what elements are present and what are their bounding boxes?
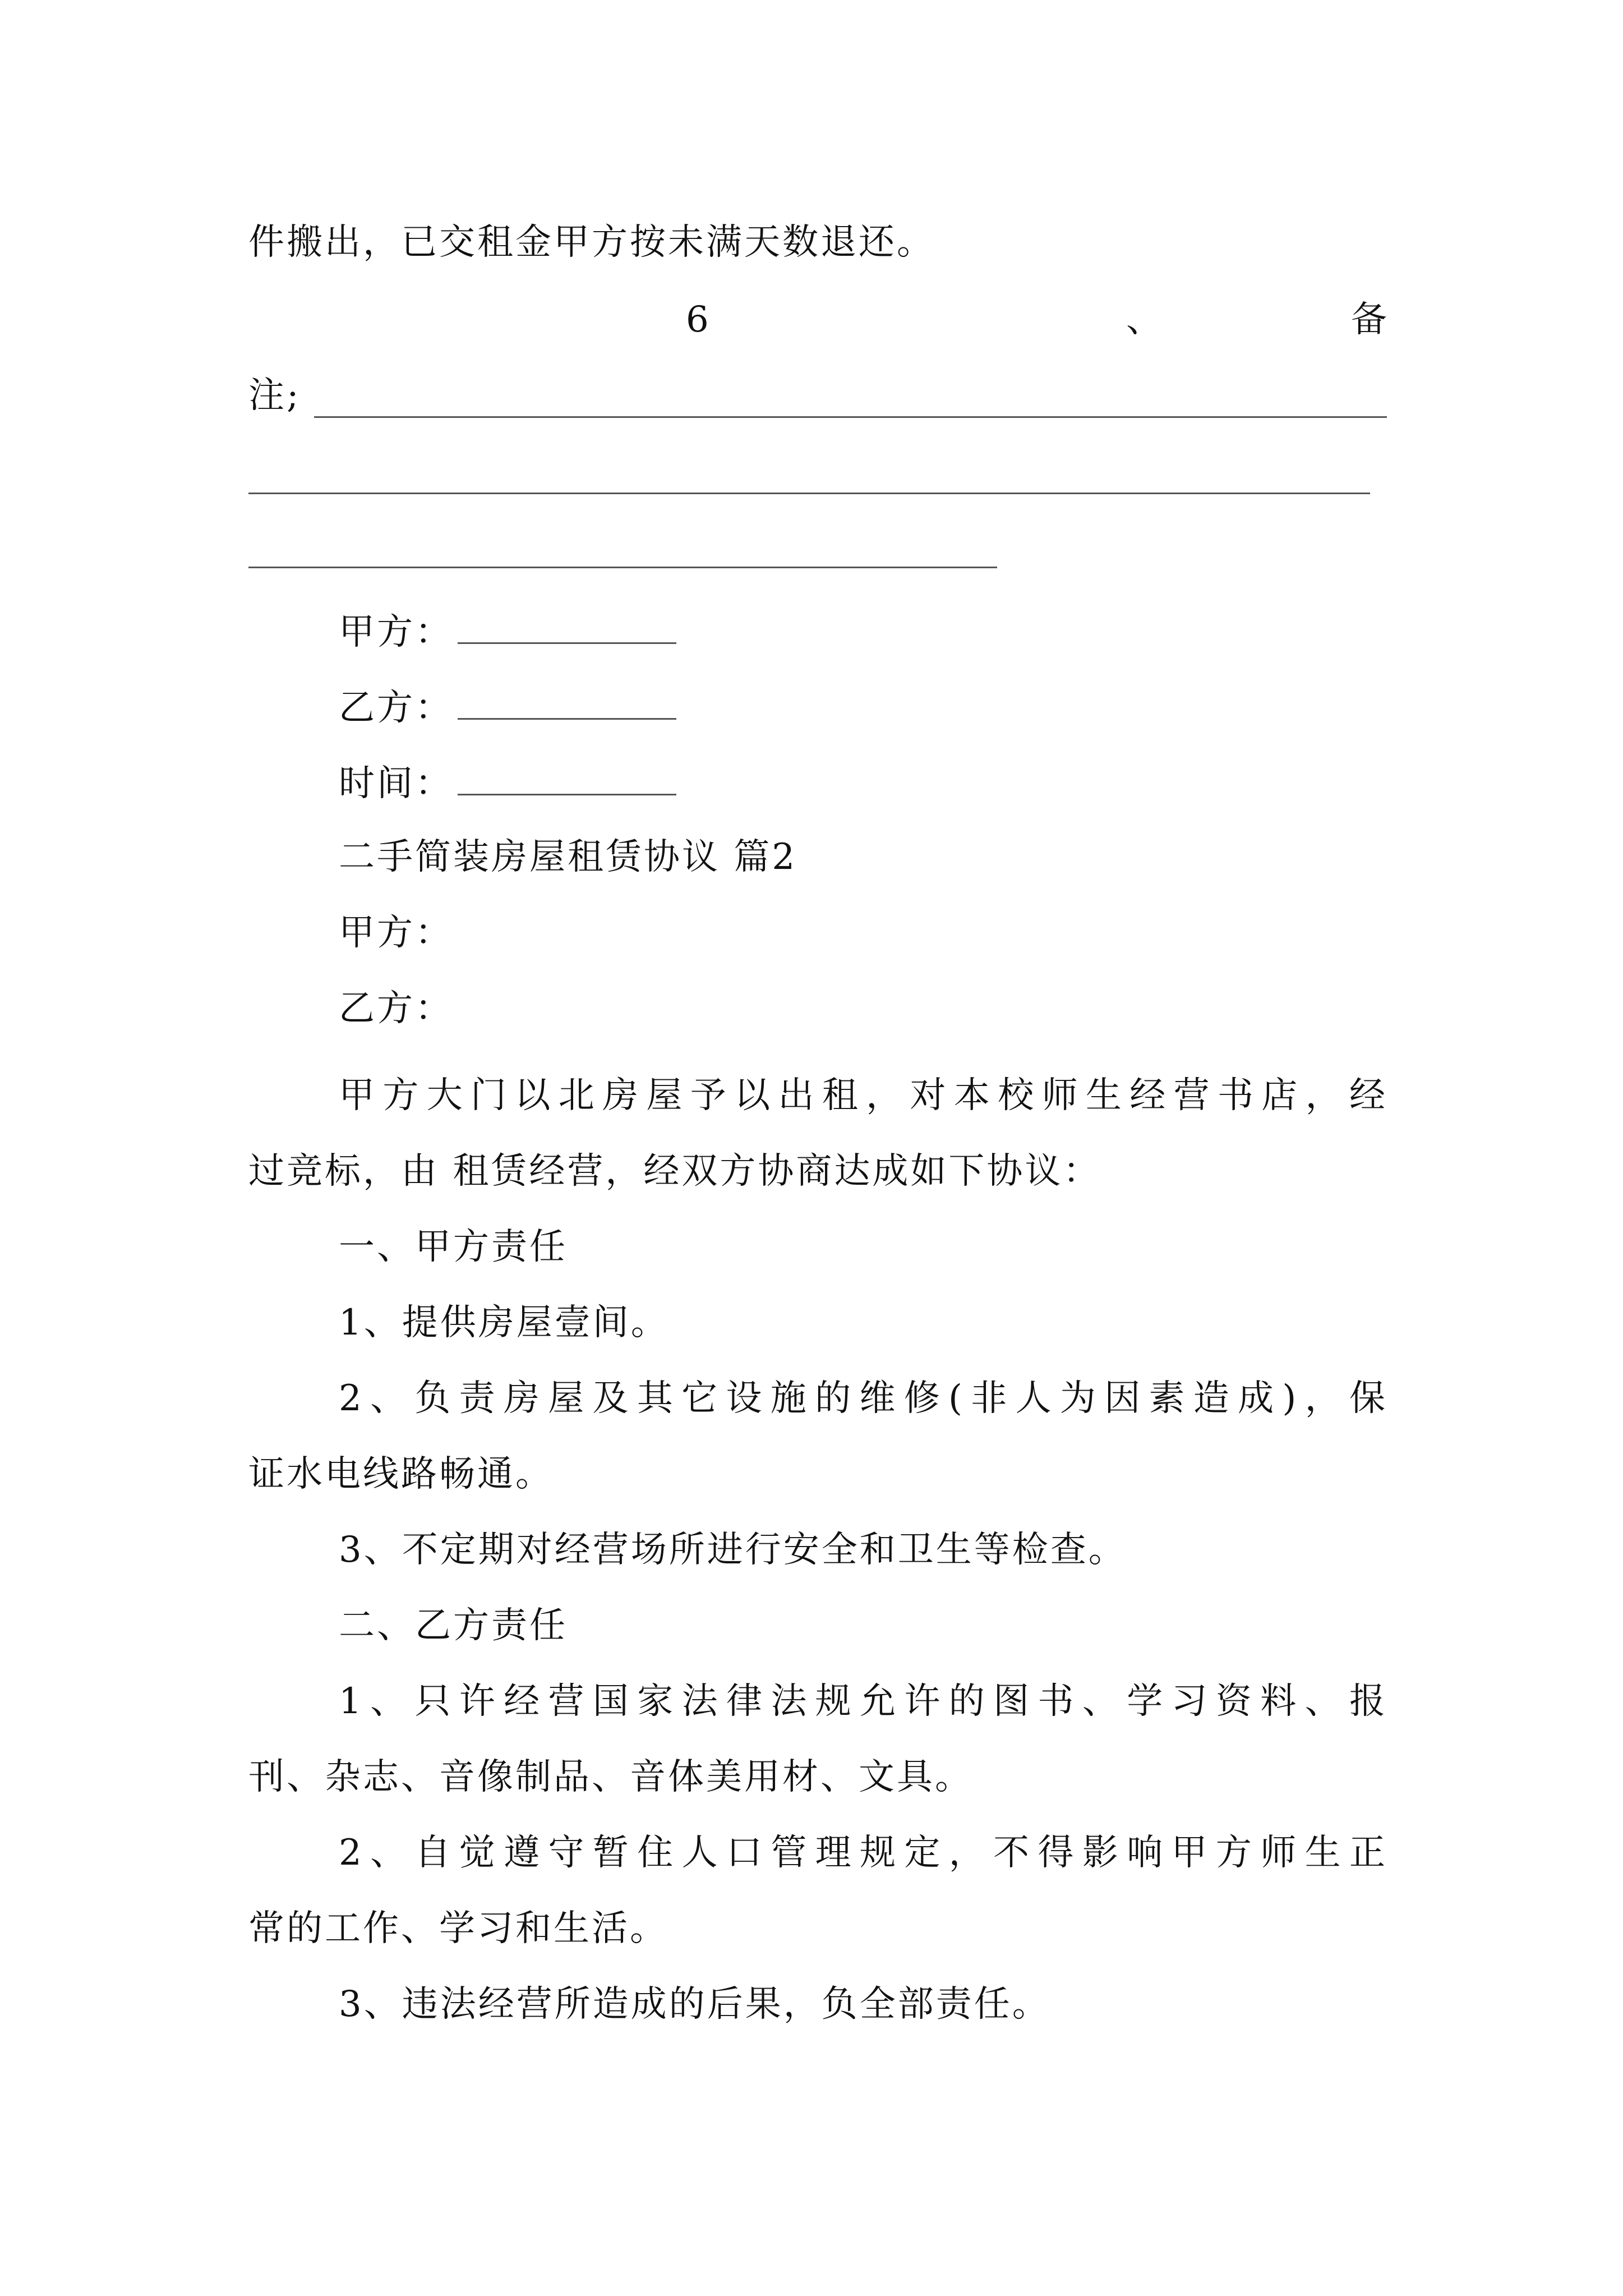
party-a-item-2-line-2: 证水电线路畅通。 [248, 1453, 554, 1495]
signature-time [339, 759, 1387, 806]
party-b-item-2-line-1: 2、自觉遵守暂住人口管理规定，不得影响甲方师生正 [339, 1832, 1387, 1874]
signature-party-b-blank [458, 683, 676, 720]
item-number: 6 [686, 299, 709, 341]
remarks-label: 注; [248, 375, 301, 416]
party-b-item-2-line-2: 常的工作、学习和生活。 [248, 1908, 668, 1949]
party-a-item-1: 1、提供房屋壹间。 [339, 1302, 669, 1343]
party-a-item-3: 3、不定期对经营场所进行安全和卫生等检查。 [339, 1529, 1127, 1571]
intro-paragraph-line-2: 过竞标，由 租赁经营，经双方协商达成如下协议： [248, 1151, 1101, 1192]
item-separator: 、 [1126, 299, 1162, 341]
section-title: 二手简装房屋租赁协议 篇2 [339, 836, 797, 878]
item-6-heading [248, 297, 1387, 342]
section-heading-party-b: 二、乙方责任 [339, 1605, 568, 1646]
item-label: 备 [1351, 299, 1387, 341]
party-a-item-2-line-1: 2、负责房屋及其它设施的维修(非人为因素造成)，保 [339, 1378, 1387, 1419]
party-b-item-1-line-2: 刊、杂志、音像制品、音体美用材、文具。 [248, 1756, 973, 1798]
signature-time-blank [458, 759, 676, 795]
remarks-blank-line-2 [248, 493, 1370, 494]
party-a-line: 甲方： [339, 912, 453, 954]
signature-party-b-label: 乙方： [339, 687, 453, 729]
remarks-blank-line-1 [314, 416, 1387, 418]
signature-party-b [339, 683, 1387, 730]
party-b-line: 乙方： [339, 988, 453, 1029]
section-heading-party-a: 一、甲方责任 [339, 1226, 568, 1268]
party-b-item-1-line-1: 1、只许经营国家法律法规允许的图书、学习资料、报 [339, 1681, 1387, 1722]
signature-party-a [339, 608, 1387, 655]
text-line: 件搬出，已交租金甲方按未满天数退还。 [248, 222, 935, 263]
signature-time-label: 时间： [339, 763, 453, 804]
party-b-item-3: 3、违法经营所造成的后果，负全部责任。 [339, 1984, 1050, 2025]
remarks-blank-line-3 [248, 567, 997, 568]
intro-paragraph-line-1: 甲方大门以北房屋予以出租，对本校师生经营书店，经 [339, 1075, 1387, 1116]
signature-party-a-label: 甲方： [339, 611, 453, 653]
signature-party-a-blank [458, 608, 676, 644]
